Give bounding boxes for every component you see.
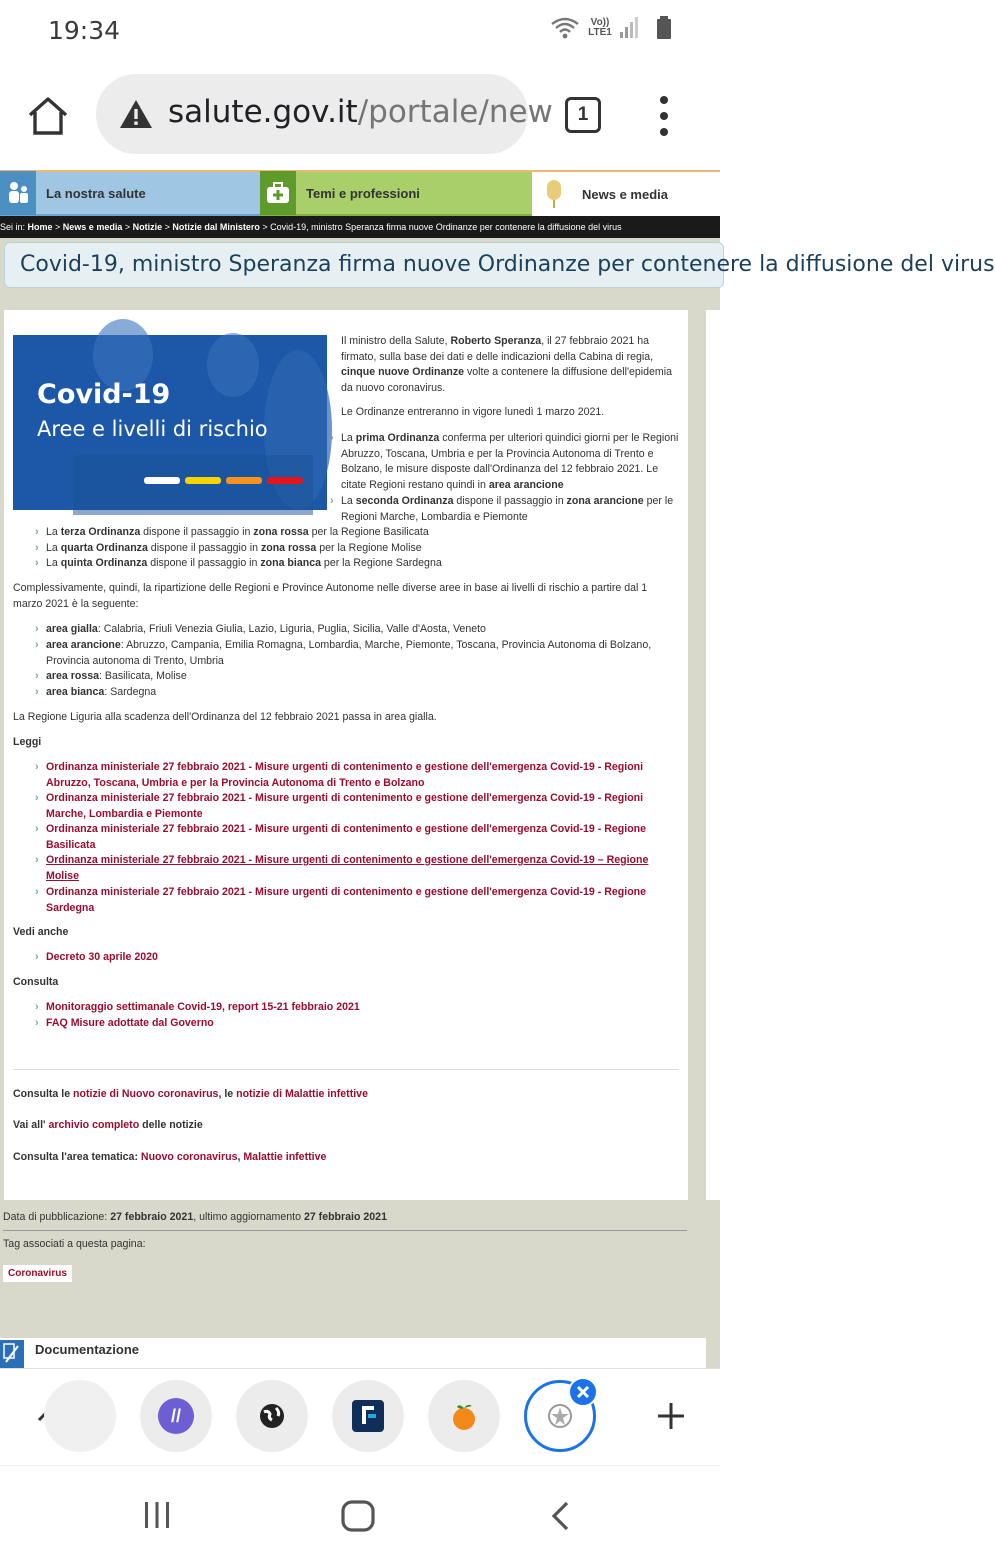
yellow-zone-bar [185, 477, 221, 484]
area-name: area arancione [46, 639, 121, 651]
text: , il 27 febbraio 2021 ha firmato, sulla base dei dati e delle indicazioni della Cabina di regia, [341, 335, 654, 363]
wifi-icon [550, 16, 580, 40]
link-area-malattie[interactable]: Malattie infettive [243, 1151, 327, 1163]
text-bold: 27 febbraio 2021 [303, 1211, 387, 1223]
list-item [35, 638, 676, 669]
microphone-icon [536, 172, 572, 216]
text: La [46, 542, 61, 554]
fiscal-app-icon [352, 1400, 384, 1432]
nav-tab-label: Temi e professioni [306, 185, 420, 201]
chevron-right-icon: › [35, 1017, 39, 1029]
chevron-right-icon: › [35, 951, 39, 963]
text: dispone il passaggio in [147, 557, 261, 569]
divider [3, 1230, 687, 1231]
text: delle notizie [139, 1119, 203, 1131]
area-name: area bianca [46, 686, 105, 698]
text: Data di pubblicazione: [3, 1211, 111, 1223]
text-bold: quinta Ordinanza [60, 557, 148, 569]
home-icon[interactable] [26, 94, 70, 138]
white-zone-bar [144, 477, 180, 484]
orange-fruit-icon [449, 1401, 479, 1431]
link-text[interactable]: Ordinanza ministeriale 27 febbraio 2021 - Misure urgenti di contenimento e gestione dell'emergenza Covid-19 – Regione Molise [46, 854, 649, 882]
status-bar [0, 0, 720, 62]
close-tab-button[interactable] [568, 1377, 598, 1407]
battery-icon [654, 16, 674, 40]
text: Consulta l'area tematica: [13, 1151, 141, 1163]
area-name: area gialla [46, 623, 98, 635]
url-text[interactable] [168, 94, 553, 130]
chevron-right-icon: › [35, 792, 39, 804]
text: volte a contenere la diffusione dell'epidemia da nuovo coronavirus. [341, 366, 672, 394]
text: dispone il passaggio in [140, 526, 254, 538]
footer-line-2 [13, 1118, 203, 1134]
chevron-right-icon: › [330, 432, 334, 444]
list-item [330, 494, 681, 525]
breadcrumb-notizie[interactable]: Notizie [132, 222, 163, 232]
site-navigation [0, 172, 720, 216]
liguria-paragraph: La Regione Liguria alla scadenza dell'Ordinanza del 12 febbraio 2021 passa in area gialla. [13, 711, 437, 723]
chevron-right-icon: › [35, 823, 39, 835]
chevron-right-icon: › [35, 854, 39, 866]
tab-thumbnail[interactable] [332, 1380, 404, 1452]
leggi-heading [13, 735, 41, 751]
leggi-link-1[interactable] [35, 760, 676, 791]
text-bold: Roberto Speranza [450, 335, 542, 347]
link-text[interactable]: Ordinanza ministeriale 27 febbraio 2021 - Misure urgenti di contenimento e gestione dell'emergenza Covid-19 - Regioni Marche, Lombardia e Piemonte [46, 792, 644, 820]
slash-logo-icon: // [158, 1398, 194, 1434]
text: per la Regione Basilicata [308, 526, 429, 538]
leggi-link-4[interactable] [35, 853, 676, 884]
vedi-anche-link[interactable] [35, 950, 676, 966]
breadcrumb-current: Covid-19, ministro Speranza firma nuove Ordinanze per contenere la diffusione del virus [270, 222, 622, 232]
signal-icon [620, 17, 638, 39]
nav-tab-temi-e-professioni[interactable] [260, 172, 532, 216]
text-bold: zona rossa [260, 542, 317, 554]
home-circle-icon[interactable] [341, 1500, 375, 1532]
recent-apps-icon[interactable] [142, 1500, 172, 1530]
area-regions: : Sardegna [104, 686, 157, 698]
web-page[interactable] [0, 170, 995, 1368]
consulta-link-1[interactable] [35, 1000, 676, 1016]
text-bold: terza Ordinanza [60, 526, 141, 538]
summary-paragraph: Complessivamente, quindi, la ripartizione delle Regioni e Province Autonome nelle diverse aree in base ai livelli di rischio a partire dal 1 marzo 2021 è la seguente: [13, 582, 648, 610]
footer-line-3 [13, 1150, 326, 1166]
text-bold: 27 febbraio 2021 [110, 1211, 194, 1223]
list-item [35, 685, 676, 701]
text-bold: zona arancione [566, 495, 644, 507]
text: La [46, 526, 61, 538]
not-secure-warning-icon[interactable] [118, 98, 154, 130]
link-text[interactable]: Decreto 30 aprile 2020 [46, 951, 158, 963]
link-text[interactable]: Ordinanza ministeriale 27 febbraio 2021 - Misure urgenti di contenimento e gestione dell'emergenza Covid-19 - Regioni Abruzzo, Toscana, Umbria e per la Provincia Autonoma di Trento e Bolzano [46, 761, 644, 789]
text-bold: quarta Ordinanza [60, 542, 148, 554]
effective-date-paragraph: Le Ordinanze entreranno in vigore lunedì 1 marzo 2021. [341, 406, 605, 418]
link-text[interactable]: Monitoraggio settimanale Covid-19, report 15-21 febbraio 2021 [46, 1001, 360, 1013]
consulta-heading [13, 975, 58, 991]
link-text[interactable]: FAQ Misure adottate dal Governo [46, 1017, 214, 1029]
text-bold: zona rossa [253, 526, 309, 538]
url-host: salute.gov.it [168, 94, 358, 130]
browser-toolbar [0, 62, 720, 170]
tab-thumbnail[interactable] [44, 1380, 116, 1452]
text-bold: area arancione [488, 478, 564, 491]
close-icon [570, 1379, 596, 1405]
leggi-link-3[interactable] [35, 822, 676, 853]
documentation-label: Documentazione [35, 1342, 140, 1357]
area-name: area rossa [46, 670, 100, 682]
list-item [35, 622, 676, 638]
leggi-link-5[interactable] [35, 885, 676, 916]
area-regions: : Calabria, Friuli Venezia Giulia, Lazio, Liguria, Puglia, Sicilia, Valle d'Aosta, Veneto [97, 623, 486, 635]
text-bold: prima Ordinanza [355, 432, 440, 444]
heading-text: Vedi anche [13, 926, 69, 938]
chevron-right-icon: › [35, 670, 39, 682]
chevron-right-icon: › [35, 526, 39, 538]
system-icons [550, 16, 674, 40]
link-archivio[interactable]: archivio completo [48, 1119, 140, 1131]
medical-kit-icon [260, 171, 296, 215]
link-coronavirus-news[interactable]: notizie di Nuovo coronavirus [73, 1088, 219, 1100]
tag-coronavirus[interactable]: Coronavirus [3, 1265, 72, 1282]
area-regions: : Basilicata, Molise [99, 670, 187, 682]
system-navigation-bar [0, 1465, 720, 1560]
document-icon [0, 1340, 26, 1368]
hero-image [13, 335, 327, 510]
chevron-right-icon: › [35, 886, 39, 898]
tab-thumbnail[interactable] [140, 1380, 212, 1452]
text: , [237, 1151, 244, 1163]
chevron-right-icon: › [35, 761, 39, 773]
link-malattie-news[interactable]: notizie di Malattie infettive [236, 1088, 368, 1100]
list-item [35, 556, 676, 572]
text: Vai all' [13, 1119, 49, 1131]
republic-emblem-icon [546, 1402, 574, 1430]
text: , le [218, 1088, 237, 1100]
chevron-right-icon: › [35, 1001, 39, 1013]
article-content [4, 310, 688, 1200]
tab-switcher-button[interactable]: 1 [565, 97, 601, 133]
back-icon[interactable] [548, 1500, 572, 1532]
text: per la Regione Sardegna [320, 557, 442, 569]
text: conferma per ulteriori quindici giorni per le Regioni Abruzzo, Toscana, Umbria e per la Provincia Autonoma di Trento e Bolzano, le misure disposte dall'Ordinanza del 12 febbraio 2021. Le citate Regioni restano quindi in [341, 432, 679, 491]
breadcrumb-notizie-ministero[interactable]: Notizie dal Ministero [172, 222, 260, 232]
link-area-coronavirus[interactable]: Nuovo coronavirus [140, 1151, 238, 1163]
text: La [46, 557, 61, 569]
url-path: /portale/new [357, 94, 553, 130]
list-item [330, 431, 681, 493]
address-bar[interactable] [96, 74, 553, 154]
nav-tab-la-nostra-salute[interactable] [0, 172, 260, 216]
globe-icon [258, 1402, 286, 1430]
tab-strip [0, 1368, 720, 1465]
chevron-right-icon: › [35, 542, 39, 554]
breadcrumb: Sei in: Home > News e media > Notizie > Notizie dal Ministero > Covid-19, ministro Speranza firma nuove Ordinanze per contenere la diffusione del virus [0, 216, 720, 238]
overflow-menu-icon[interactable] [656, 94, 672, 138]
text: La [341, 495, 356, 507]
hero-subtitle: Aree e livelli di rischio [37, 417, 268, 441]
orange-zone-bar [226, 477, 262, 484]
chevron-right-icon: › [35, 623, 39, 635]
heading-text: Consulta [13, 976, 59, 988]
text: La [341, 432, 356, 444]
text: Il ministro della Salute, [341, 335, 451, 347]
people-icon [0, 171, 36, 215]
clock: 19:34 [48, 16, 121, 45]
vedi-anche-heading [13, 925, 68, 941]
breadcrumb-prefix: Sei in: [0, 222, 28, 232]
intro-paragraph [341, 334, 681, 396]
text: per la Regione Molise [316, 542, 422, 554]
chevron-right-icon: › [35, 557, 39, 569]
chevron-right-icon: › [35, 686, 39, 698]
tab-thumbnail[interactable] [428, 1380, 500, 1452]
red-zone-bar [267, 477, 303, 484]
text: , ultimo aggiornamento [193, 1211, 304, 1223]
nav-tab-label: News e media [582, 186, 668, 202]
text: dispone il passaggio in [147, 542, 261, 554]
leggi-link-2[interactable] [35, 791, 676, 822]
text: dispone il passaggio in [453, 495, 567, 507]
breadcrumb-news[interactable]: News e media [62, 222, 123, 232]
text: Consulta le [13, 1088, 74, 1100]
divider [13, 1069, 679, 1070]
link-text[interactable]: Ordinanza ministeriale 27 febbraio 2021 - Misure urgenti di contenimento e gestione dell'emergenza Covid-19 - Regione Basilicata [46, 823, 647, 851]
text-bold: cinque nuove Ordinanze [341, 366, 465, 379]
new-tab-icon[interactable] [656, 1401, 686, 1431]
consulta-link-2[interactable] [35, 1016, 676, 1032]
chevron-right-icon: › [330, 495, 334, 507]
list-item [35, 525, 676, 541]
area-regions: : Abruzzo, Campania, Emilia Romagna, Lombardia, Marche, Piemonte, Toscana, Provincia Autonoma di Bolzano, Provincia autonoma di Trento, Umbria [46, 639, 652, 667]
page-title: Covid-19, ministro Speranza firma nuove Ordinanze per contenere la diffusione del virus [20, 252, 995, 277]
footer-line-1 [13, 1087, 368, 1103]
list-item [35, 541, 676, 557]
nav-tab-news-e-media[interactable] [532, 172, 720, 216]
heading-text: Leggi [13, 736, 42, 748]
publication-date [3, 1211, 387, 1223]
list-item [35, 669, 676, 685]
text-bold: zona bianca [260, 557, 321, 569]
link-text[interactable]: Ordinanza ministeriale 27 febbraio 2021 - Misure urgenti di contenimento e gestione dell'emergenza Covid-19 - Regione Sardegna [46, 886, 647, 914]
network-label: Vo)) LTE1 [588, 17, 612, 38]
chevron-right-icon: › [35, 639, 39, 651]
hero-title: Covid-19 [37, 379, 171, 410]
side-column [706, 310, 720, 1200]
text: per le Regioni Marche, Lombardia e Piemonte [341, 495, 674, 523]
breadcrumb-home[interactable]: Home [27, 222, 53, 232]
nav-tab-label: La nostra salute [46, 185, 146, 201]
tags-label: Tag associati a questa pagina: [3, 1238, 146, 1250]
title-bar [4, 242, 995, 288]
tab-thumbnail[interactable] [236, 1380, 308, 1452]
text-bold: seconda Ordinanza [355, 495, 454, 507]
